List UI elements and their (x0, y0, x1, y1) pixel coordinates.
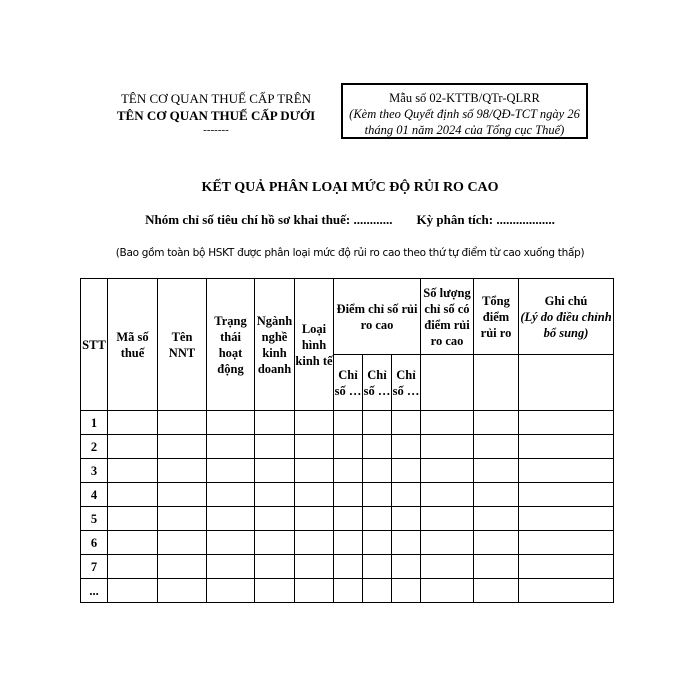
table-cell[interactable] (255, 531, 295, 555)
col-count-header: Số lượng chỉ số có điểm rủi ro cao (421, 279, 474, 355)
table-cell[interactable] (108, 555, 158, 579)
document-title: KẾT QUẢ PHÂN LOẠI MỨC ĐỘ RỦI RO CAO (201, 180, 499, 195)
table-cell[interactable] (158, 579, 207, 603)
col-note-title: Ghi chú (544, 293, 588, 308)
table-cell[interactable] (474, 483, 519, 507)
table-cell[interactable] (363, 507, 392, 531)
col-tax-code-header: Mã số thuế (108, 279, 158, 411)
table-cell[interactable] (207, 411, 255, 435)
table-cell[interactable] (295, 531, 334, 555)
table-cell[interactable] (255, 459, 295, 483)
table-cell[interactable] (295, 411, 334, 435)
table-cell[interactable] (334, 555, 363, 579)
table-cell[interactable] (392, 507, 421, 531)
row-number: 6 (81, 531, 108, 555)
table-cell[interactable] (474, 411, 519, 435)
document-note: (Bao gồm toàn bộ HSKT được phân loại mức độ rủi ro cao theo thứ tự điểm từ cao xuống thấp) (115, 247, 585, 259)
table-cell[interactable] (207, 579, 255, 603)
col-stt-header: STT (81, 279, 108, 411)
col-score-sub-3: Chỉ số … (392, 355, 421, 411)
table-cell[interactable] (392, 555, 421, 579)
table-cell[interactable] (334, 411, 363, 435)
col-score-group-header: Điểm chỉ số rủi ro cao (334, 279, 421, 355)
table-cell[interactable] (474, 459, 519, 483)
table-cell[interactable] (108, 435, 158, 459)
table-cell[interactable] (255, 507, 295, 531)
table-cell[interactable] (392, 411, 421, 435)
table-cell[interactable] (421, 507, 474, 531)
table-cell[interactable] (519, 411, 614, 435)
table-cell[interactable] (392, 459, 421, 483)
agency-rule: ------- (203, 124, 229, 136)
table-cell[interactable] (207, 435, 255, 459)
table-cell[interactable] (474, 531, 519, 555)
table-row (81, 507, 614, 531)
table-cell[interactable] (519, 555, 614, 579)
table-cell[interactable] (255, 555, 295, 579)
table-cell[interactable] (363, 483, 392, 507)
table-cell[interactable] (255, 483, 295, 507)
table-cell[interactable] (474, 435, 519, 459)
table-cell[interactable] (519, 579, 614, 603)
table-cell[interactable] (519, 507, 614, 531)
row-number: 4 (81, 483, 108, 507)
table-cell[interactable] (207, 459, 255, 483)
table-cell[interactable] (334, 483, 363, 507)
table-cell[interactable] (519, 483, 614, 507)
table-cell[interactable] (474, 579, 519, 603)
agency-block (96, 90, 336, 136)
table-cell[interactable] (392, 483, 421, 507)
table-cell[interactable] (158, 507, 207, 531)
col-total-empty (474, 355, 519, 411)
meta-line (0, 212, 700, 228)
table-cell[interactable] (207, 531, 255, 555)
result-table (80, 278, 614, 603)
table-cell[interactable] (421, 459, 474, 483)
table-cell[interactable] (392, 579, 421, 603)
form-reference: (Kèm theo Quyết định số 98/QĐ-TCT ngày 26 tháng 01 năm 2024 của Tổng cục Thuế) (349, 107, 580, 137)
table-cell[interactable] (108, 483, 158, 507)
table-cell[interactable] (519, 459, 614, 483)
table-row (81, 555, 614, 579)
table-row (81, 459, 614, 483)
table-cell[interactable] (519, 531, 614, 555)
table-cell[interactable] (255, 579, 295, 603)
table-cell[interactable] (255, 435, 295, 459)
table-cell[interactable] (421, 411, 474, 435)
table-cell[interactable] (474, 507, 519, 531)
table-cell[interactable] (421, 579, 474, 603)
table-cell[interactable] (295, 459, 334, 483)
table-cell[interactable] (295, 483, 334, 507)
table-cell[interactable] (158, 483, 207, 507)
table-cell[interactable] (363, 435, 392, 459)
table-cell[interactable] (158, 411, 207, 435)
table-row (81, 411, 614, 435)
table-row (81, 531, 614, 555)
table-cell[interactable] (363, 555, 392, 579)
period-label: Kỳ phân tích: .................. (416, 212, 555, 227)
table-cell[interactable] (108, 531, 158, 555)
col-total-header: Tổng điểm rủi ro (474, 279, 519, 355)
table-cell[interactable] (207, 555, 255, 579)
row-number: 3 (81, 459, 108, 483)
table-cell[interactable] (108, 579, 158, 603)
table-cell[interactable] (108, 507, 158, 531)
table-cell[interactable] (421, 531, 474, 555)
table-row (81, 435, 614, 459)
table-cell[interactable] (363, 459, 392, 483)
table-cell[interactable] (421, 483, 474, 507)
table-cell[interactable] (158, 531, 207, 555)
col-score-sub-1: Chỉ số … (334, 355, 363, 411)
table-cell[interactable] (392, 435, 421, 459)
table-cell[interactable] (363, 531, 392, 555)
table-cell[interactable] (207, 507, 255, 531)
table-row (81, 579, 614, 603)
agency-lower: TÊN CƠ QUAN THUẾ CẤP DƯỚI (116, 108, 316, 123)
col-note-sub: (Lý do điều chỉnh bổ sung) (520, 309, 612, 340)
table-cell[interactable] (334, 531, 363, 555)
col-status-header: Trạng thái hoạt động (207, 279, 255, 411)
table-cell[interactable] (295, 579, 334, 603)
table-cell[interactable] (421, 435, 474, 459)
form-code: Mẫu số 02-KTTB/QTr-QLRR (389, 91, 540, 105)
table-cell[interactable] (108, 411, 158, 435)
table-cell[interactable] (158, 435, 207, 459)
table-cell[interactable] (474, 555, 519, 579)
table-cell[interactable] (334, 579, 363, 603)
col-score-sub-2: Chỉ số … (363, 355, 392, 411)
table-cell[interactable] (295, 507, 334, 531)
table-cell[interactable] (158, 459, 207, 483)
row-number: ... (81, 579, 108, 603)
form-code-box (341, 83, 588, 139)
row-number: 5 (81, 507, 108, 531)
table-cell[interactable] (392, 531, 421, 555)
agency-upper: TÊN CƠ QUAN THUẾ CẤP TRÊN (120, 91, 312, 106)
table-cell[interactable] (207, 483, 255, 507)
table-cell[interactable] (519, 435, 614, 459)
col-note-header (519, 279, 614, 355)
col-industry-header: Ngành nghề kinh doanh (255, 279, 295, 411)
table-cell[interactable] (334, 459, 363, 483)
table-cell[interactable] (108, 459, 158, 483)
row-number: 1 (81, 411, 108, 435)
row-number: 7 (81, 555, 108, 579)
table-cell[interactable] (255, 411, 295, 435)
table-cell[interactable] (295, 555, 334, 579)
table-cell[interactable] (334, 435, 363, 459)
col-count-empty (421, 355, 474, 411)
table-cell[interactable] (363, 411, 392, 435)
col-econ-type-header: Loại hình kinh tế (295, 279, 334, 411)
row-number: 2 (81, 435, 108, 459)
table-cell[interactable] (158, 555, 207, 579)
table-cell[interactable] (421, 555, 474, 579)
table-cell[interactable] (363, 579, 392, 603)
table-cell[interactable] (334, 507, 363, 531)
table-cell[interactable] (295, 435, 334, 459)
col-note-empty (519, 355, 614, 411)
group-label: Nhóm chỉ số tiêu chí hồ sơ khai thuế: ............ (145, 212, 393, 227)
col-name-header: Tên NNT (158, 279, 207, 411)
table-row (81, 483, 614, 507)
